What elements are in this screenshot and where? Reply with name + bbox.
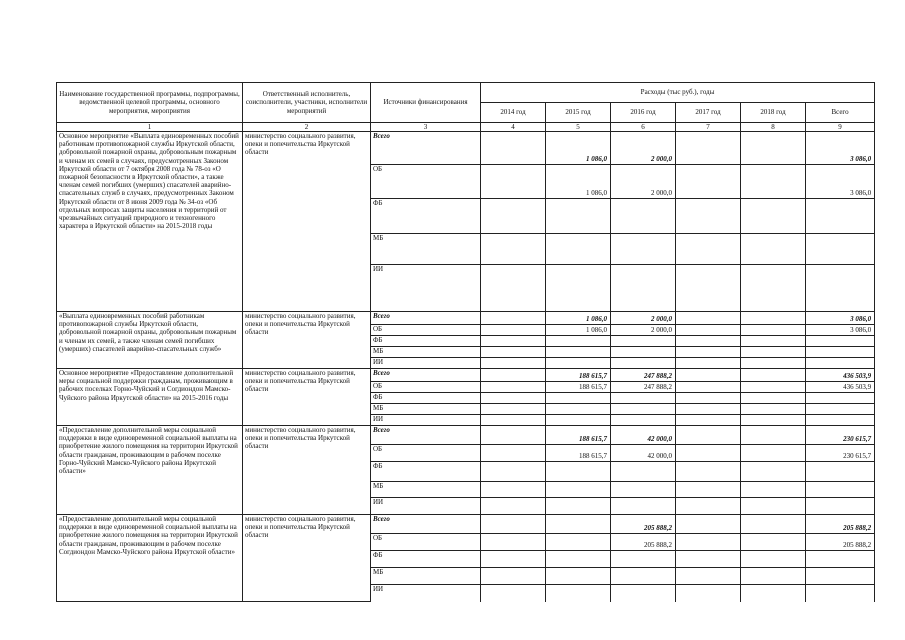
year-value — [676, 415, 741, 426]
year-value — [481, 165, 546, 199]
year-value — [481, 426, 546, 445]
year-value — [741, 551, 806, 568]
funding-source: МБ — [371, 404, 481, 415]
column-number: 4 — [481, 123, 546, 132]
year-value — [676, 265, 741, 312]
year-value — [676, 585, 741, 602]
year-value — [546, 347, 611, 358]
table-row — [57, 369, 875, 382]
year-value — [481, 445, 546, 462]
year-value — [676, 325, 741, 336]
year-value: 247 888,2 — [611, 382, 676, 393]
year-value: 2 000,0 — [611, 312, 676, 325]
funding-source: ФБ — [371, 336, 481, 347]
year-value: 42 000,0 — [611, 445, 676, 462]
year-value: 188 615,7 — [546, 369, 611, 382]
year-value — [741, 265, 806, 312]
year-value — [546, 336, 611, 347]
year-value — [741, 234, 806, 265]
year-value — [676, 515, 741, 534]
year-value — [741, 132, 806, 165]
total-value — [806, 199, 875, 234]
funding-source: ФБ — [371, 393, 481, 404]
year-value — [676, 382, 741, 393]
funding-source: ОБ — [371, 534, 481, 551]
header-name: Наименование государственной программы, подпрограммы, ведомственной целевой программы, основного мероприятия, мероприятия — [57, 83, 243, 123]
activity-name: «Предоставление дополнительной меры социальной поддержки в виде единовременной социальной выплаты на приобретение жилого помещения на территории Иркутской области гражданам, проживающим в рабочем поселке Согдиондон Мамско-Чуйского района Иркутской области» — [57, 515, 243, 602]
funding-source: ОБ — [371, 165, 481, 199]
year-value — [481, 568, 546, 585]
year-value — [676, 551, 741, 568]
year-value — [611, 482, 676, 498]
total-value: 3 086,0 — [806, 325, 875, 336]
year-value: 42 000,0 — [611, 426, 676, 445]
year-value — [481, 234, 546, 265]
year-value — [741, 462, 806, 482]
year-value — [741, 312, 806, 325]
year-value — [611, 585, 676, 602]
year-value — [676, 369, 741, 382]
year-value — [676, 312, 741, 325]
total-value — [806, 568, 875, 585]
year-value: 1 086,0 — [546, 325, 611, 336]
funding-source: МБ — [371, 482, 481, 498]
year-value — [481, 415, 546, 426]
year-value: 247 888,2 — [611, 369, 676, 382]
year-value — [481, 382, 546, 393]
year-value — [546, 585, 611, 602]
year-value — [546, 568, 611, 585]
funding-source: ФБ — [371, 462, 481, 482]
funding-source: Всего — [371, 515, 481, 534]
year-value — [481, 551, 546, 568]
year-value — [676, 393, 741, 404]
costs-table — [56, 82, 875, 602]
year-value — [481, 312, 546, 325]
year-value — [611, 568, 676, 585]
year-value: 1 086,0 — [546, 312, 611, 325]
column-number: 7 — [676, 123, 741, 132]
year-value — [676, 534, 741, 551]
year-value — [741, 426, 806, 445]
year-value — [546, 234, 611, 265]
year-value: 2 000,0 — [611, 325, 676, 336]
year-value: 188 615,7 — [546, 382, 611, 393]
executor: министерство социального развития, опеки и попечительства Иркутской области — [243, 312, 371, 369]
funding-source: ИИ — [371, 358, 481, 369]
executor: министерство социального развития, опеки и попечительства Иркутской области — [243, 515, 371, 602]
executor: министерство социального развития, опеки и попечительства Иркутской области — [243, 369, 371, 426]
year-value: 1 086,0 — [546, 132, 611, 165]
funding-source: Всего — [371, 312, 481, 325]
year-value — [741, 445, 806, 462]
year-value — [676, 404, 741, 415]
year-value — [481, 404, 546, 415]
year-value — [481, 534, 546, 551]
year-value — [481, 515, 546, 534]
funding-source: ИИ — [371, 415, 481, 426]
year-value: 205 888,2 — [611, 515, 676, 534]
total-value — [806, 404, 875, 415]
year-value — [611, 393, 676, 404]
year-value — [676, 426, 741, 445]
year-value — [741, 482, 806, 498]
activity-name: «Выплата единовременных пособий работникам противопожарной службы Иркутской области, добровольной пожарной охраны, добровольным пожарным и членам их семей, а также членам семей погибших (умерших) спасателей аварийно-спасательных служб» — [57, 312, 243, 369]
funding-source: ОБ — [371, 445, 481, 462]
funding-source: ФБ — [371, 551, 481, 568]
year-value — [611, 404, 676, 415]
year-value — [676, 234, 741, 265]
year-value — [546, 415, 611, 426]
table-row — [57, 515, 875, 534]
year-value — [611, 199, 676, 234]
funding-source: Всего — [371, 369, 481, 382]
column-number: 1 — [57, 123, 243, 132]
year-value — [676, 199, 741, 234]
year-value — [676, 568, 741, 585]
total-value: 3 086,0 — [806, 312, 875, 325]
year-value — [676, 358, 741, 369]
year-value — [676, 336, 741, 347]
total-value — [806, 265, 875, 312]
funding-source: ИИ — [371, 498, 481, 515]
year-value — [741, 534, 806, 551]
year-value — [611, 234, 676, 265]
funding-source: ОБ — [371, 325, 481, 336]
activity-name: «Предоставление дополнительной меры социальной поддержки в виде единовременной социальной выплаты на приобретение жилого помещения на территории Иркутской области гражданам, проживающим в рабочем поселке Горно-Чуйский Мамско-Чуйского района Иркутской области» — [57, 426, 243, 515]
year-value — [481, 585, 546, 602]
year-value — [741, 199, 806, 234]
year-value — [741, 347, 806, 358]
year-value — [676, 165, 741, 199]
year-value — [611, 415, 676, 426]
year-value — [481, 336, 546, 347]
year-value — [546, 265, 611, 312]
executor: министерство социального развития, опеки и попечительства Иркутской области — [243, 132, 371, 312]
year-value — [481, 462, 546, 482]
year-value — [741, 165, 806, 199]
header-executor: Ответственный исполнитель, соисполнители, участники, исполнители мероприятий — [243, 83, 371, 123]
year-value — [546, 358, 611, 369]
total-value: 205 888,2 — [806, 534, 875, 551]
table-row — [57, 312, 875, 325]
total-value: 205 888,2 — [806, 515, 875, 534]
total-value: 3 086,0 — [806, 165, 875, 199]
total-value — [806, 482, 875, 498]
column-number: 3 — [371, 123, 481, 132]
funding-source: ИИ — [371, 265, 481, 312]
year-value: 2 000,0 — [611, 132, 676, 165]
total-value: 3 086,0 — [806, 132, 875, 165]
table-body — [57, 132, 875, 602]
funding-source: ИИ — [371, 585, 481, 602]
total-value: 230 615,7 — [806, 445, 875, 462]
year-value — [676, 347, 741, 358]
year-value — [611, 347, 676, 358]
year-value — [481, 199, 546, 234]
funding-source: МБ — [371, 568, 481, 585]
year-value — [481, 369, 546, 382]
column-number: 8 — [741, 123, 806, 132]
year-value — [676, 445, 741, 462]
year-value — [676, 482, 741, 498]
column-number: 2 — [243, 123, 371, 132]
funding-source: ОБ — [371, 382, 481, 393]
column-numbers-row — [57, 123, 875, 132]
year-value — [741, 498, 806, 515]
year-value — [481, 482, 546, 498]
year-value: 188 615,7 — [546, 426, 611, 445]
year-value — [546, 462, 611, 482]
total-value — [806, 498, 875, 515]
year-value — [546, 515, 611, 534]
year-value — [546, 482, 611, 498]
year-value — [546, 498, 611, 515]
year-value — [741, 358, 806, 369]
header-total: Всего — [806, 103, 875, 123]
funding-source: МБ — [371, 234, 481, 265]
funding-source: Всего — [371, 426, 481, 445]
year-value — [741, 515, 806, 534]
funding-source: Всего — [371, 132, 481, 165]
header-costs: Расходы (тыс руб.), годы — [481, 83, 875, 103]
header-sources: Источники финансирования — [371, 83, 481, 123]
year-value — [741, 393, 806, 404]
year-value — [611, 551, 676, 568]
year-value — [741, 325, 806, 336]
executor: министерство социального развития, опеки и попечительства Иркутской области — [243, 426, 371, 515]
year-value: 2 000,0 — [611, 165, 676, 199]
year-value — [741, 585, 806, 602]
year-value — [676, 498, 741, 515]
year-value — [481, 132, 546, 165]
total-value — [806, 234, 875, 265]
total-value — [806, 336, 875, 347]
column-number: 9 — [806, 123, 875, 132]
total-value: 436 503,9 — [806, 369, 875, 382]
year-value — [546, 393, 611, 404]
table-row — [57, 132, 875, 165]
total-value — [806, 462, 875, 482]
column-number: 6 — [611, 123, 676, 132]
year-value — [481, 393, 546, 404]
total-value — [806, 551, 875, 568]
year-value — [546, 404, 611, 415]
year-value: 188 615,7 — [546, 445, 611, 462]
total-value — [806, 393, 875, 404]
table-row — [57, 426, 875, 445]
activity-name: Основное мероприятие «Предоставление дополнительной меры социальной поддержки гражданам, проживающим в рабочих поселках Горно-Чуйский и Согдиондон Мамско-Чуйского района Иркутской области» на 2015-2016 годы — [57, 369, 243, 426]
year-value — [741, 415, 806, 426]
year-value — [546, 534, 611, 551]
year-value: 1 086,0 — [546, 165, 611, 199]
column-number: 5 — [546, 123, 611, 132]
total-value — [806, 358, 875, 369]
year-value — [741, 382, 806, 393]
year-value: 205 888,2 — [611, 534, 676, 551]
year-value — [741, 369, 806, 382]
year-value — [481, 265, 546, 312]
year-value — [741, 568, 806, 585]
funding-source: ФБ — [371, 199, 481, 234]
funding-source: МБ — [371, 347, 481, 358]
header-year: 2015 год — [546, 103, 611, 123]
header-year: 2016 год — [611, 103, 676, 123]
year-value — [481, 325, 546, 336]
year-value — [611, 498, 676, 515]
total-value — [806, 415, 875, 426]
activity-name: Основное мероприятие «Выплата единовременных пособий работникам противопожарной службы Иркутской области, добровольной пожарной охраны, добровольным пожарным и членам их семей в случаях, предусмотренных Законом Иркутской области от 7 октября 2008 года № 78-оз «О пожарной безопасности в Иркутской области», а также членам семей погибших (умерших) спасателей аварийно-спасательных служб в случаях, предусмотренных Законом Иркутской области от 8 июня 2009 года № 34-оз «Об отдельных вопросах защиты населения и территорий от чрезвычайных ситуаций природного и техногенного характера в Иркутской области» на 2015-2018 годы — [57, 132, 243, 312]
year-value — [611, 462, 676, 482]
header-year: 2017 год — [676, 103, 741, 123]
year-value — [741, 336, 806, 347]
year-value — [546, 199, 611, 234]
year-value — [611, 265, 676, 312]
total-value — [806, 585, 875, 602]
year-value — [676, 132, 741, 165]
year-value — [611, 336, 676, 347]
year-value — [676, 462, 741, 482]
year-value — [481, 358, 546, 369]
header-year: 2014 год — [481, 103, 546, 123]
year-value — [481, 347, 546, 358]
total-value: 436 503,9 — [806, 382, 875, 393]
year-value — [546, 551, 611, 568]
total-value — [806, 347, 875, 358]
total-value: 230 615,7 — [806, 426, 875, 445]
year-value — [741, 404, 806, 415]
year-value — [611, 358, 676, 369]
year-value — [481, 498, 546, 515]
header-year: 2018 год — [741, 103, 806, 123]
